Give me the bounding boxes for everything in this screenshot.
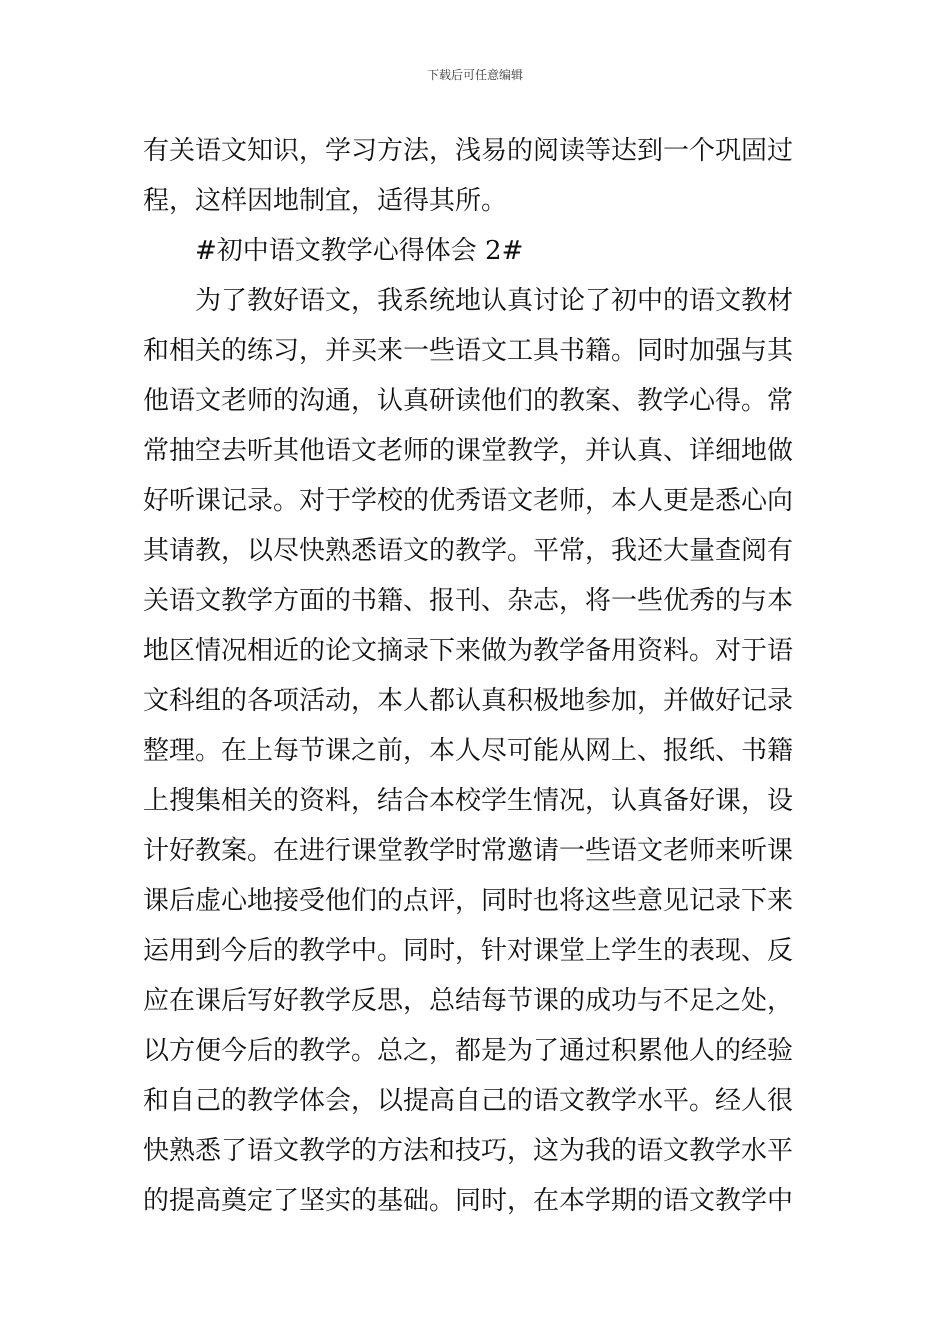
- paragraph-continuation: [143, 126, 815, 226]
- text-line: 为了教好语文，我系统地认真讨论了初中的语文教材: [195, 286, 794, 316]
- page-header: 下载后可任意编辑: [426, 68, 523, 82]
- document-body: [143, 126, 815, 1226]
- text-line: 和相关的练习，并买来一些语文工具书籍。同时加强与其: [143, 336, 794, 366]
- text-line: 快熟悉了语文教学的方法和技巧，这为我的语文教学水平: [143, 1136, 794, 1166]
- text-line: 应在课后写好教学反思，总结每节课的成功与不足之处，: [143, 986, 794, 1016]
- section-heading: [143, 226, 815, 276]
- text-line: 文科组的各项活动，本人都认真积极地参加，并做好记录: [143, 686, 794, 716]
- text-line: 运用到今后的教学中。同时，针对课堂上学生的表现、反: [143, 936, 794, 966]
- text-line: 关语文教学方面的书籍、报刊、杂志，将一些优秀的与本: [143, 586, 794, 616]
- heading-line: #初中语文教学心得体会 2#: [195, 236, 524, 266]
- text-line: 有关语文知识，学习方法，浅易的阅读等达到一个巩固过: [143, 136, 794, 166]
- text-line: 程，这样因地制宜，适得其所。: [143, 186, 508, 216]
- text-line: 其请教，以尽快熟悉语文的教学。平常，我还大量查阅有: [143, 536, 794, 566]
- text-line: 他语文老师的沟通，认真研读他们的教案、教学心得。常: [143, 386, 794, 416]
- text-line: 好听课记录。对于学校的优秀语文老师，本人更是悉心向: [143, 486, 794, 516]
- text-line: 上搜集相关的资料，结合本校学生情况，认真备好课，设: [143, 786, 794, 816]
- text-line: 地区情况相近的论文摘录下来做为教学备用资料。对于语: [143, 636, 794, 666]
- text-line: 的提高奠定了坚实的基础。同时，在本学期的语文教学中: [143, 1186, 794, 1216]
- paragraph-main: [143, 276, 815, 1226]
- text-line: 整理。在上每节课之前，本人尽可能从网上、报纸、书籍: [143, 736, 794, 766]
- text-line: 课后虚心地接受他们的点评，同时也将这些意见记录下来: [143, 886, 794, 916]
- text-line: 常抽空去听其他语文老师的课堂教学，并认真、详细地做: [143, 436, 794, 466]
- text-line: 以方便今后的教学。总之，都是为了通过积累他人的经验: [143, 1036, 794, 1066]
- text-line: 计好教案。在进行课堂教学时常邀请一些语文老师来听课: [143, 836, 794, 866]
- text-line: 和自己的教学体会，以提高自己的语文教学水平。经人很: [143, 1086, 794, 1116]
